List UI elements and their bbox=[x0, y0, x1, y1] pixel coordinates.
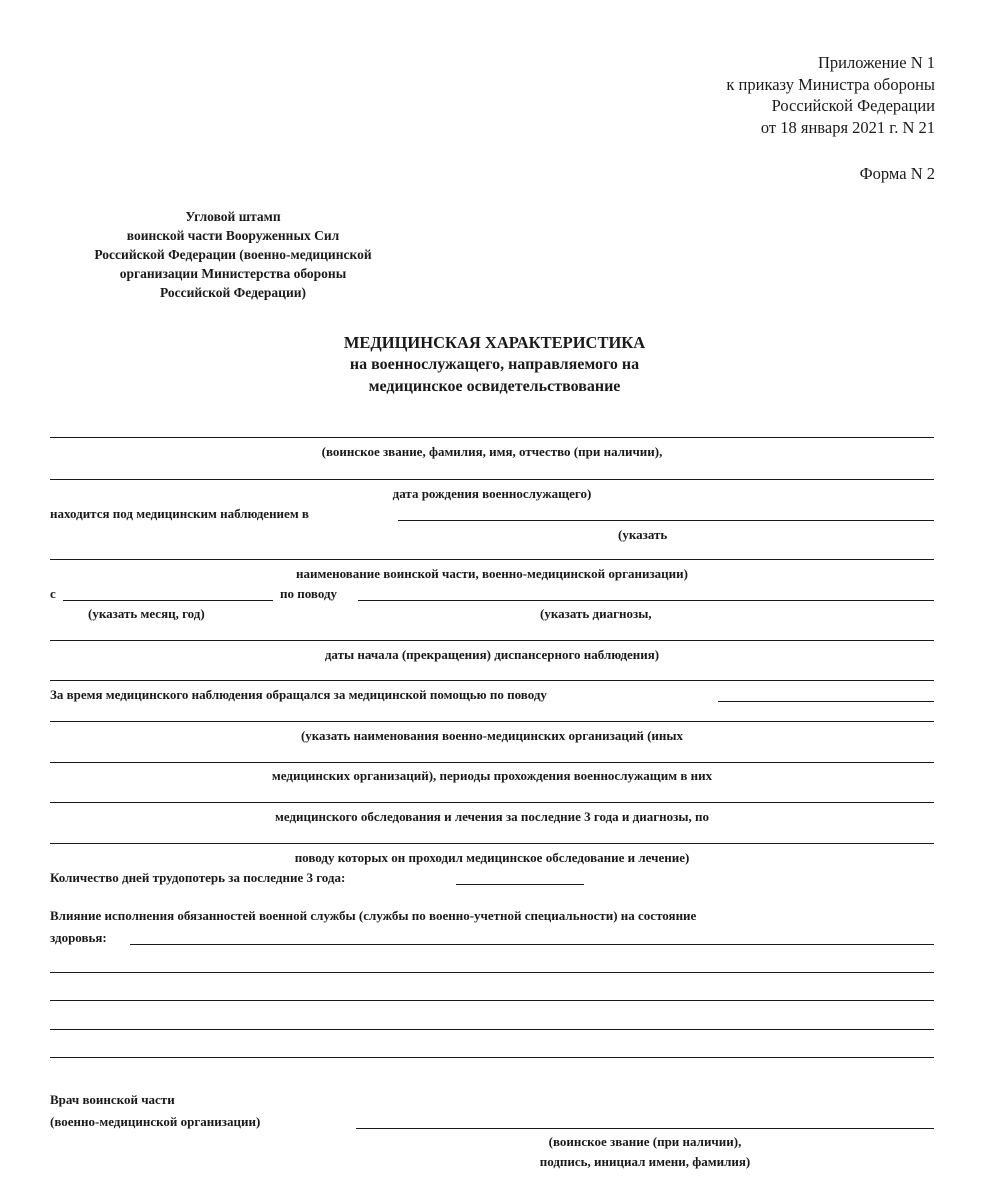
stamp-line: Угловой штамп bbox=[185, 209, 281, 224]
hint-signature-1: (воинское звание (при наличии), bbox=[548, 1134, 742, 1149]
title-sub-2: медицинское освидетельствование bbox=[368, 378, 621, 395]
appendix-line: Российской Федерации bbox=[771, 96, 935, 115]
exam-3y-field[interactable] bbox=[50, 802, 934, 803]
org-names-field[interactable] bbox=[50, 721, 934, 722]
appendix-line: к приказу Министра обороны bbox=[726, 74, 935, 94]
corner-stamp-label bbox=[48, 207, 418, 302]
form-number: Форма N 2 bbox=[859, 164, 935, 183]
hint-birthdate: дата рождения военнослужащего) bbox=[392, 486, 592, 501]
label-regarding: по поводу bbox=[280, 586, 338, 601]
hint-unit-name: наименование воинской части, военно-медицинской организации) bbox=[296, 566, 688, 581]
label-doctor-1: Врач воинской части bbox=[50, 1092, 175, 1107]
label-sick-days: Количество дней трудопотерь за последние 3 года: bbox=[50, 870, 346, 885]
hint-reasons: поводу которых он проходил медицинское обследование и лечение) bbox=[294, 850, 690, 865]
birthdate-field[interactable] bbox=[50, 479, 934, 480]
influence-field-line-2[interactable] bbox=[50, 972, 934, 973]
hint-org-names: (указать наименования военно-медицинских организаций (иных bbox=[300, 728, 684, 743]
label-influence-2: здоровья: bbox=[50, 930, 107, 945]
rank-name-field[interactable] bbox=[50, 437, 934, 438]
label-influence-1: Влияние исполнения обязанностей военной службы (службы по военно-учетной специальности) на состояние bbox=[50, 908, 697, 923]
observation-place-field[interactable] bbox=[398, 520, 934, 521]
dispensary-dates-field[interactable] bbox=[50, 640, 934, 641]
influence-field-line-5[interactable] bbox=[50, 1057, 934, 1058]
doctor-signature-field[interactable] bbox=[356, 1128, 934, 1129]
label-from: с bbox=[50, 586, 56, 601]
influence-field[interactable] bbox=[130, 944, 934, 945]
from-date-field[interactable] bbox=[63, 600, 273, 601]
hint-periods: медицинских организаций), периоды прохождения военнослужащим в них bbox=[271, 768, 713, 783]
hint-diagnoses: (указать диагнозы, bbox=[540, 606, 652, 621]
document-title bbox=[0, 331, 989, 398]
dispensary-extra-field[interactable] bbox=[50, 680, 934, 681]
sick-days-field[interactable] bbox=[456, 884, 584, 885]
influence-field-line-4[interactable] bbox=[50, 1029, 934, 1030]
reasons-field[interactable] bbox=[50, 843, 934, 844]
hint-exam-3y: медицинского обследования и лечения за последние 3 года и диагнозы, по bbox=[274, 809, 709, 824]
appendix-reference bbox=[726, 52, 935, 138]
during-reason-field[interactable] bbox=[718, 701, 934, 702]
appendix-line: от 18 января 2021 г. N 21 bbox=[760, 117, 935, 137]
periods-field[interactable] bbox=[50, 762, 934, 763]
influence-field-line-3[interactable] bbox=[50, 1000, 934, 1001]
regarding-field[interactable] bbox=[358, 600, 934, 601]
appendix-line: Приложение N 1 bbox=[818, 53, 935, 72]
hint-specify: (указать bbox=[618, 527, 668, 542]
stamp-line: воинской части Вооруженных Сил bbox=[126, 228, 340, 243]
hint-dispensary: даты начала (прекращения) диспансерного наблюдения) bbox=[324, 647, 660, 662]
label-observation: находится под медицинским наблюдением в bbox=[50, 506, 309, 521]
stamp-line: Российской Федерации (военно-медицинской bbox=[94, 247, 372, 262]
stamp-line: организации Министерства обороны bbox=[119, 266, 347, 281]
hint-month-year: (указать месяц, год) bbox=[88, 606, 205, 621]
title-sub-1: на военнослужащего, направляемого на bbox=[349, 356, 640, 373]
hint-rank-name: (воинское звание, фамилия, имя, отчество (при наличии), bbox=[321, 444, 663, 459]
unit-name-field[interactable] bbox=[50, 559, 934, 560]
hint-signature-2: подпись, инициал имени, фамилия) bbox=[539, 1154, 751, 1169]
title-main: МЕДИЦИНСКАЯ ХАРАКТЕРИСТИКА bbox=[343, 333, 646, 352]
label-during: За время медицинского наблюдения обращался за медицинской помощью по поводу bbox=[50, 687, 547, 702]
stamp-line: Российской Федерации) bbox=[159, 285, 306, 300]
label-doctor-2: (военно-медицинской организации) bbox=[50, 1114, 261, 1129]
